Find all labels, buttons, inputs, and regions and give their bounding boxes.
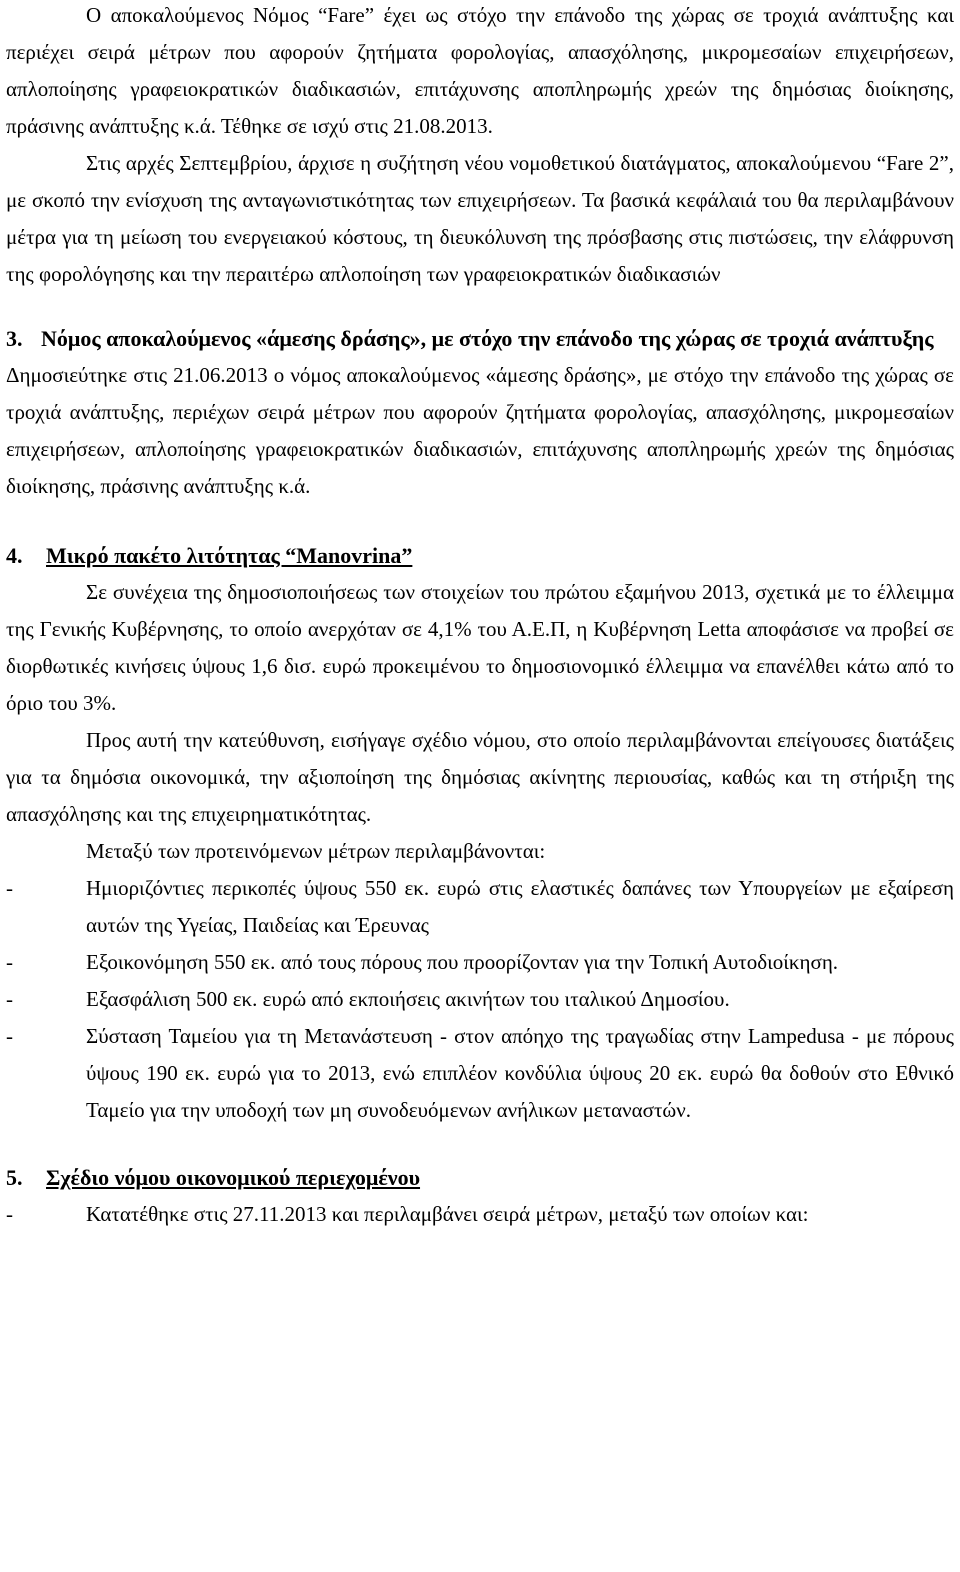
section-4-heading — [6, 537, 954, 574]
list-item — [6, 1196, 954, 1233]
list-item-text: Κατατέθηκε στις 27.11.2013 και περιλαμβάνει σειρά μέτρων, μεταξύ των οποίων και: — [86, 1202, 809, 1226]
section-3-body: Δημοσιεύτηκε στις 21.06.2013 ο νόμος αποκαλούμενος «άμεσης δράσης», με στόχο την επάνοδο της χώρας σε τροχιά ανάπτυξης, περιέχων σειρά μέτρων που αφορούν ζητήματα φορολογίας, απασχόλησης, μικρομεσαίων επιχειρήσεων, απλοποίησης γραφειοκρατικών διαδικασιών, επιτάχυνσης αποπληρωμής χρεών της δημόσιας διοίκησης, πράσινης ανάπτυξης κ.ά. — [6, 363, 954, 498]
paragraph-fare-2: Στις αρχές Σεπτεμβρίου, άρχισε η συζήτηση νέου νομοθετικού διατάγματος, αποκαλούμενου “Fare 2”, με σκοπό την ενίσχυση της ανταγωνιστικότητας των επιχειρήσεων. Τα βασικά κεφάλαιά του θα περιλαμβάνουν μέτρα για τη μείωση του ενεργειακού κόστους, τη διευκόλυνση της πρόσβασης στις πιστώσεις, την ελάφρυνση της φορολόγησης και την περαιτέρω απλοποίηση των γραφειοκρατικών διαδικασιών — [6, 151, 954, 286]
list-item-text: Εξοικονόμηση 550 εκ. από τους πόρους που προορίζονταν για την Τοπική Αυτοδιοίκηση. — [86, 950, 839, 974]
section-4-paragraph-1: Σε συνέχεια της δημοσιοποιήσεως των στοιχείων του πρώτου εξαμήνου 2013, σχετικά με το έλλειμμα της Γενικής Κυβέρνησης, το οποίο ανερχόταν σε 4,1% του Α.Ε.Π, η Κυβέρνηση Letta αποφάσισε να προβεί σε διορθωτικές κινήσεις ύψους 1,6 δισ. ευρώ προκειμένου το δημοσιονομικό έλλειμμα να επανέλθει κάτω από το όριο του 3%. — [6, 580, 954, 715]
section-4-number: 4. — [6, 543, 23, 568]
section-5-title: Σχέδιο νόμου οικονομικού περιεχομένου — [46, 1165, 421, 1190]
paragraph-fare-law: Ο αποκαλούμενος Νόμος “Fare” έχει ως στόχο την επάνοδο της χώρας σε τροχιά ανάπτυξης και περιέχει σειρά μέτρων που αφορούν ζητήματα φορολογίας, απασχόλησης, μικρομεσαίων επιχειρήσεων, απλοποίησης γραφειοκρατικών διαδικασιών, επιτάχυνσης αποπληρωμής χρεών της δημόσιας διοίκησης, πράσινης ανάπτυξης κ.ά. Τέθηκε σε ισχύ στις 21.08.2013. — [6, 3, 954, 138]
section-4-paragraph-2: Προς αυτή την κατεύθυνση, εισήγαγε σχέδιο νόμου, στο οποίο περιλαμβάνονται επείγουσες διατάξεις για τα δημόσια οικονομικά, την αξιοποίηση της δημόσιας ακίνητης περιουσίας, καθώς και τη στήριξη της απασχόλησης και της επιχειρηματικότητας. — [6, 728, 954, 826]
section-5-list — [6, 1196, 954, 1233]
list-item — [6, 981, 954, 1018]
list-item — [6, 1018, 954, 1129]
section-3-title: Νόμος αποκαλούμενος «άμεσης δράσης», με στόχο την επάνοδο της χώρας σε τροχιά ανάπτυξης — [41, 326, 934, 351]
list-item-text: Εξασφάλιση 500 εκ. ευρώ από εκποιήσεις ακινήτων του ιταλικού Δημοσίου. — [86, 987, 730, 1011]
bullet-dash: - — [6, 876, 13, 900]
section-5-number: 5. — [6, 1165, 23, 1190]
document-page — [6, 0, 954, 1233]
list-item-text: Σύσταση Ταμείου για τη Μετανάστευση - στον απόηχο της τραγωδίας στην Lampedusa - με πόρους ύψους 190 εκ. ευρώ για το 2013, ενώ επιπλέον κονδύλια ύψους 20 εκ. ευρώ θα δοθούν στο Εθνικό Ταμείο για την υποδοχή των μη συνοδευόμενων ανήλικων μεταναστών. — [86, 1024, 954, 1122]
list-item — [6, 870, 954, 944]
section-4-list-intro: Μεταξύ των προτεινόμενων μέτρων περιλαμβάνονται: — [86, 839, 546, 863]
section-4-measures-list — [6, 870, 954, 1129]
section-3-number: 3. — [6, 326, 23, 351]
bullet-dash: - — [6, 950, 13, 974]
list-item — [6, 944, 954, 981]
section-5-heading — [6, 1159, 954, 1196]
list-item-text: Ημιοριζόντιες περικοπές ύψους 550 εκ. ευρώ στις ελαστικές δαπάνες των Υπουργείων με εξαίρεση αυτών της Υγείας, Παιδείας και Έρευνας — [86, 876, 954, 937]
bullet-dash: - — [6, 1024, 13, 1048]
bullet-dash: - — [6, 1202, 13, 1226]
section-4-title: Μικρό πακέτο λιτότητας “Manovrina” — [46, 543, 413, 568]
section-3-heading — [6, 320, 954, 357]
bullet-dash: - — [6, 987, 13, 1011]
